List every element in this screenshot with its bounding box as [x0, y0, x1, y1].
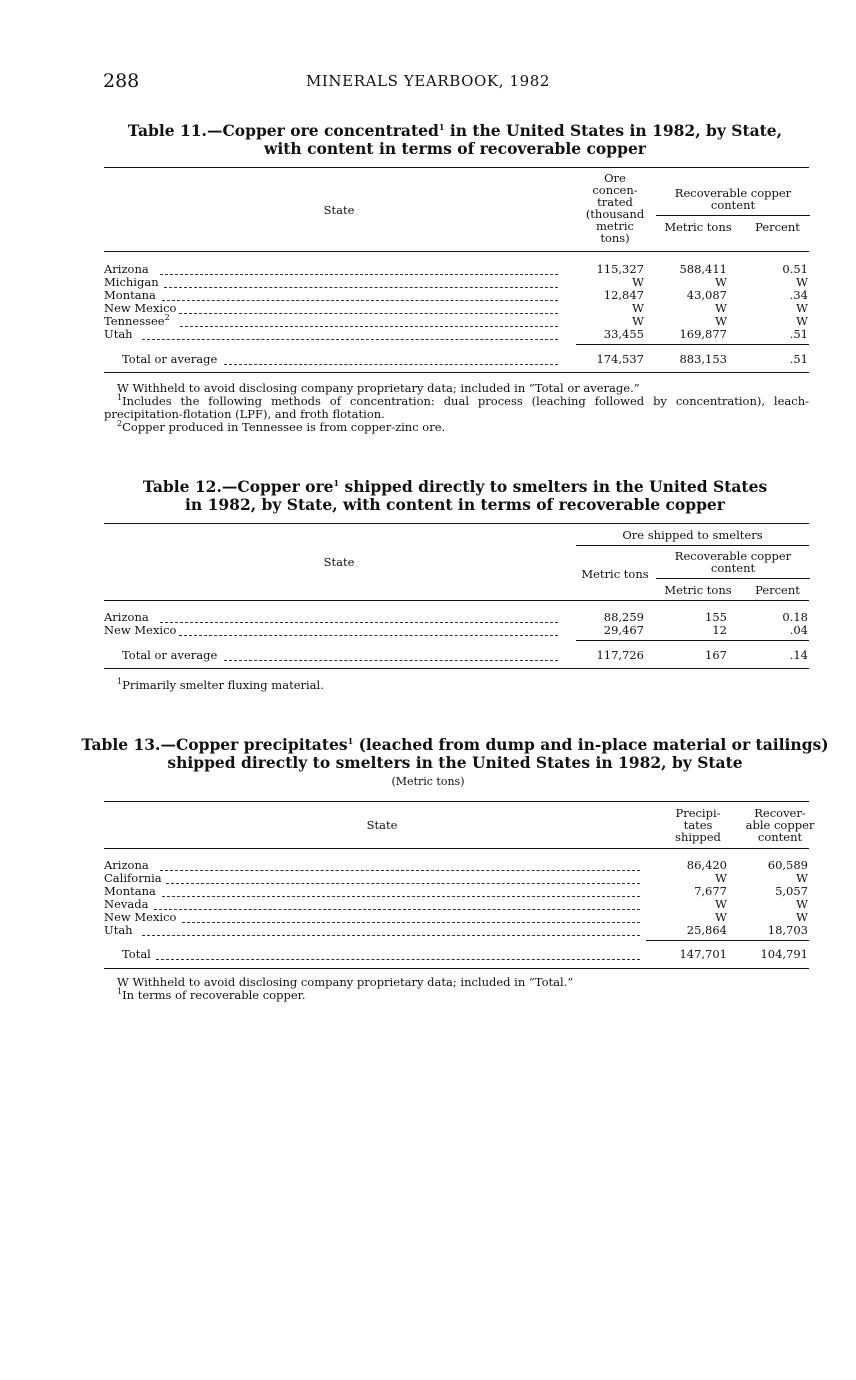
- t11-title-line1: Table 11.—Copper ore concentrated$^1$ in the United States in 1982, by State,: [127, 121, 783, 140]
- t11-bottom-rule: [104, 372, 809, 373]
- t11-header-percent: Percent: [755, 220, 800, 234]
- t11-header-state: State: [323, 203, 355, 217]
- t12-title-line1: Table 12.—Copper ore$^1$ shipped directly to smelters in the United States: [142, 477, 768, 496]
- t11-header-recoverable-group: Recoverable copper content: [674, 186, 792, 212]
- t11-note-1-cont: precipitation-flotation (LPF), and froth flotation.: [104, 407, 385, 421]
- t13-header-precipitates: Precipi- tates shipped: [675, 806, 721, 844]
- t13-title-line2: shipped directly to smelters in the United States in 1982, by State: [167, 753, 743, 772]
- t13-header-rule: [104, 848, 809, 849]
- t13-bottom-rule: [104, 968, 809, 969]
- t12-note-1: $^1$Primarily smelter fluxing material.: [117, 677, 324, 692]
- t13-header-recoverable: Recover- able copper content: [745, 806, 815, 844]
- t13-note-w: W Withheld to avoid disclosing company proprietary data; included in “Total.”: [117, 975, 574, 989]
- t12-title-line2: in 1982, by State, with content in terms of recoverable copper: [185, 495, 725, 514]
- t11-total-rule: [576, 344, 809, 345]
- t12-header-rec-metric-tons: Metric tons: [664, 583, 732, 597]
- t11-top-rule: [104, 167, 809, 168]
- t11-title-line2: with content in terms of recoverable copper: [264, 139, 646, 158]
- t12-group-rule: [576, 545, 809, 546]
- t11-header-metric-tons: Metric tons: [664, 220, 732, 234]
- t13-subtitle: (Metric tons): [391, 775, 465, 788]
- t13-title-line1: Table 13.—Copper precipitates$^1$ (leached from dump and in-place material or tailings): [81, 735, 829, 754]
- t11-group-rule: [656, 215, 810, 216]
- t11-note-w: W Withheld to avoid disclosing company proprietary data; included in “Total or average.”: [117, 381, 640, 395]
- t12-header-state: State: [323, 555, 355, 569]
- t11-header-rule: [104, 251, 809, 252]
- t13-total-rule: [646, 940, 809, 941]
- t11-header-ore: Ore concen- trated (thousand metric tons): [585, 171, 645, 245]
- t12-header-rule: [104, 600, 809, 601]
- t12-header-group: Ore shipped to smelters: [622, 528, 763, 542]
- t12-header-percent: Percent: [755, 583, 800, 597]
- t13-header-state: State: [366, 818, 398, 832]
- t12-subgroup-rule: [656, 578, 810, 579]
- t13-top-rule: [104, 801, 809, 802]
- t12-bottom-rule: [104, 668, 809, 669]
- t13-note-1: $^1$In terms of recoverable copper.: [117, 987, 306, 1002]
- t12-top-rule: [104, 523, 809, 524]
- t11-note-1: $^1$Includes the following methods of concentration: dual process (leaching followed by concentration), leach-: [117, 393, 809, 408]
- running-title: MINERALS YEARBOOK, 1982: [305, 72, 551, 90]
- t12-header-recoverable-group: Recoverable copper content: [674, 549, 792, 575]
- t12-total-rule: [576, 640, 809, 641]
- page-number: 288: [103, 70, 140, 92]
- t12-header-metric-tons: Metric tons: [581, 567, 649, 581]
- t11-note-2: $^2$Copper produced in Tennessee is from copper-zinc ore.: [117, 419, 446, 434]
